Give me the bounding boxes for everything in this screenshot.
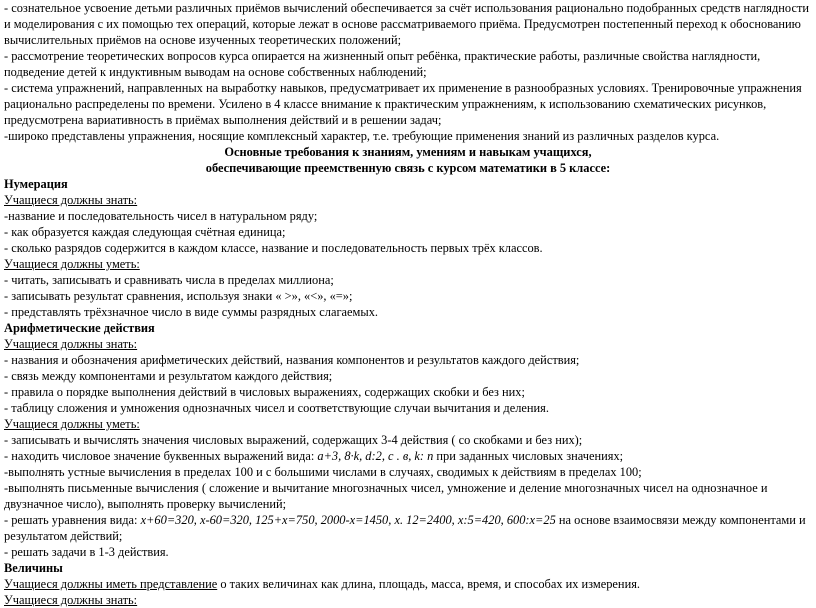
section-title-numeration: Нумерация <box>4 177 68 191</box>
know-label: Учащиеся должны знать: <box>4 193 138 207</box>
item-text: - находить числовое значение буквенных выражений вида: <box>4 449 318 463</box>
list-item <box>4 448 812 464</box>
item-text: на основе взаимосвязи между компонентами и результатом действий; <box>4 513 806 543</box>
equation-list: x+60=320, x-60=320, 125+x=750, 2000-x=1450, x. 12=2400, x:5=420, 600:x=25 <box>140 513 556 527</box>
intro-paragraph: - сознательное усвоение детьми различных приёмов вычислений обеспечивается за счёт использования рационально подобранных средств наглядности и моделирования с их помощью тех операций, которые лежат в основе рассматриваемого приёма. Предусмотрен постепенный переход к обоснованию вычислительных приёмов на основе изученных теоретических положений; <box>4 1 809 47</box>
intro-paragraph: - рассмотрение теоретических вопросов курса опирается на жизненный опыт ребёнка, практические работы, различные свойства наглядности, подведение детей к индуктивным выводам на основе собственных наблюдений; <box>4 49 761 79</box>
section-title-quantities: Величины <box>4 561 63 575</box>
item-text: при заданных числовых значениях; <box>433 449 624 463</box>
list-item: - сколько разрядов содержится в каждом классе, название и последовательность первых трёх классов. <box>4 241 543 255</box>
list-item: -название и последовательность чисел в натуральном ряду; <box>4 209 318 223</box>
main-heading-line-2: обеспечивающие преемственную связь с курсом математики в 5 классе: <box>205 161 611 175</box>
item-text: о таких величинах как длина, площадь, масса, время, и способах их измерения. <box>217 577 640 591</box>
list-item: - решать задачи в 1-3 действия. <box>4 545 169 559</box>
list-item: - таблицу сложения и умножения однозначных чисел и соответствующие случаи вычитания и деления. <box>4 401 549 415</box>
letter-expression: a+3, 8·k, d:2, c . в, k: n <box>317 449 434 463</box>
able-label: Учащиеся должны уметь: <box>4 257 140 271</box>
intro-paragraph: - система упражнений, направленных на выработку навыков, предусматривает их применение в разнообразных условиях. Тренировочные упражнения рационально распределены по времени. Усилено в 4 классе внимание к практическим упражнениям, к использованию схематических рисунков, предусмотрена вариативность в приёмах выполнения действий и в решении задач; <box>4 81 802 127</box>
list-item: -выполнять устные вычисления в пределах 100 и с большими числами в случаях, сводимых к действиям в пределах 100; <box>4 465 642 479</box>
item-text: - решать уравнения вида: <box>4 513 141 527</box>
list-item: - читать, записывать и сравнивать числа в пределах миллиона; <box>4 273 334 287</box>
list-item: - представлять трёхзначное число в виде суммы разрядных слагаемых. <box>4 305 379 319</box>
intro-paragraph: -широко представлены упражнения, носящие комплексный характер, т.е. требующие применения знаний из различных разделов курса. <box>4 129 720 143</box>
know-label: Учащиеся должны знать: <box>4 593 138 607</box>
list-item: -выполнять письменные вычисления ( сложение и вычитание многозначных чисел, умножение и деление многозначных чисел на однозначное и двузначное число), выполнять проверку вычислений; <box>4 481 768 511</box>
list-item <box>4 576 812 592</box>
able-label: Учащиеся должны уметь: <box>4 417 140 431</box>
list-item: - названия и обозначения арифметических действий, названия компонентов и результатов каждого действия; <box>4 353 580 367</box>
list-item: - записывать результат сравнения, используя знаки « >», «<», «=»; <box>4 289 353 303</box>
list-item: - записывать и вычислять значения числовых выражений, содержащих 3-4 действия ( со скобками и без них); <box>4 433 583 447</box>
section-title-arithmetic: Арифметические действия <box>4 321 155 335</box>
main-heading-line-1: Основные требования к знаниям, умениям и навыкам учащихся, <box>224 145 592 159</box>
idea-label: Учащиеся должны иметь представление <box>4 577 218 591</box>
know-label: Учащиеся должны знать: <box>4 337 138 351</box>
list-item <box>4 512 812 544</box>
list-item: - связь между компонентами и результатом каждого действия; <box>4 369 333 383</box>
list-item: - как образуется каждая следующая счётная единица; <box>4 225 286 239</box>
list-item: - правила о порядке выполнения действий в числовых выражениях, содержащих скобки и без них; <box>4 385 525 399</box>
